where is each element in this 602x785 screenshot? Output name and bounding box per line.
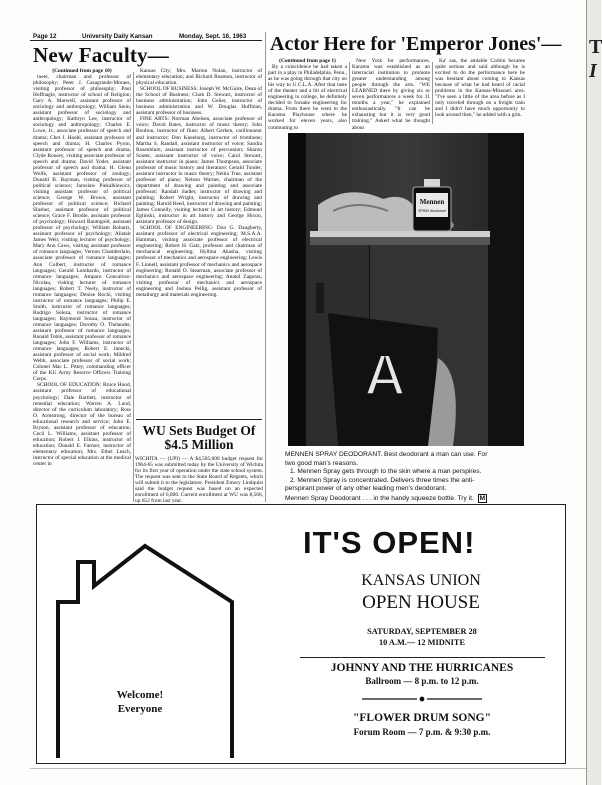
wu-budget-body: WICHITA — (UPI) — A $4,505,000 budget request for 1964-65 was submitted today by the University of Wichita for its first year of operation under the state school system. The request was sent to the State Board of Regents, which will submit it to the legislature. President Emory Lindquist said the budget request was based on an expected enrollment of 6,800. Current enrollment at WU was 8,566, up 652 from last year. xyxy=(135,456,263,505)
page-number: Page 12 xyxy=(33,33,57,40)
mennen-ad-photo xyxy=(288,133,524,446)
headline-new-faculty: New Faculty— xyxy=(33,43,169,67)
union-ad-subhead: KANSAS UNION xyxy=(361,572,481,589)
faculty-paragraph: SCHOOL OF BUSINESS: Joseph W. McGuire, Dean of the School of Business; Clark D. Stewart, instructor of business administration; John Geiler, instructor of business administration and W. Douglas Huffman, assistant professor of business. xyxy=(136,86,262,117)
faculty-column-2 xyxy=(136,68,262,416)
headline-actor: Actor Here for 'Emperor Jones'— xyxy=(270,33,562,55)
photo-illustration xyxy=(288,133,524,446)
union-ad-act: JOHNNY AND THE HURRICANES xyxy=(330,662,514,674)
actor-column-2 xyxy=(352,58,430,131)
folio-rule xyxy=(30,40,262,41)
union-ad-schedule: Forum Room — 7 p.m. & 9:30 p.m. xyxy=(353,727,491,737)
adjacent-page-letter: I xyxy=(589,60,597,82)
union-ad-act: "FLOWER DRUM SONG" xyxy=(353,712,491,724)
continued-line: (Continued from page 10) xyxy=(52,68,112,74)
paper-name: University Daily Kansan xyxy=(82,33,153,40)
mennen-line: MENNEN SPRAY DEODORANT. Best deodorant a man can use. For xyxy=(285,451,488,458)
actor-column-1 xyxy=(268,58,347,131)
column-rule xyxy=(349,62,350,124)
bottle-sublabel: SPRAY deodorant xyxy=(418,209,446,213)
continued-line: (Continued from page 1) xyxy=(279,58,336,64)
union-ad-subhead: OPEN HOUSE xyxy=(362,592,480,613)
actor-paragraph: New York for performances. Karamu was established as an interracial institution to promote greater understanding among people through the arts. "WE LEARNED there by giving six or seven performances a week for 11 months a year," he explained enthusiastically. "It can be exhausting but it is very good training." Asked what he thought about xyxy=(352,58,430,131)
adjacent-page-letter: T xyxy=(589,36,602,58)
column-rule xyxy=(133,72,134,502)
mennen-line: perspirant power of any other leading men's deodorant. xyxy=(285,485,447,493)
headline-wu-budget: WU Sets Budget Of $4.5 Million xyxy=(142,423,256,452)
mennen-line: two good man's reasons. xyxy=(285,459,359,467)
bottle-label: Mennen xyxy=(419,198,445,206)
actor-paragraph: Ka' sas, the amiable Corbin became quite serious and said although he is excited to do the performance here he was hesitant about coming to Kansas because of what he had heard of racial problems in the Kansas-Missouri area. "I've seen a little of the area before as I only traveled through on a freight train and I didn't have much opportunity to look around then," he added with a grin. xyxy=(435,58,525,119)
faculty-paragraph: SCHOOL OF ENGINEERING: Don G. Daugherty, assistant professor of electrical engineering; M.S.A.A. Hamman, visiting associate professor of electrical engineering; Robert H. Gatz, professor and chairman of mechanical engineering; Hyllma Akasha, visiting professor of mechanics and aerospace engineering; Lewis F. Linnell, assistant professor of mechanics and aerospace engineering; Ronald O. Stearman, associate professor of mechanics and aerospace engineering; Anatol Zagoras, visiting professor of mechanics and aerospace engineering and Joshua Pellig, assistant professor of metallurgy and materials engineering. xyxy=(136,225,262,298)
faculty-paragraph: FINE ARTS: Norman Abelsen, associate professor of voice; David Bates, instructor of music theory; John Boulton, instructor of flute; Albert Gerken, carillonneur and instructor; Don Kneeburg, instructor of trombone; Martha S. Randall, assistant instructor of voice; Sandra Rosenblum, assistant instructor of percussion; Sharon Sooter, assistant instructor of voice; Carol Stewart, assistant instructor in piano; James Thompson, associate professor of music history and literature; Gerald Tonder, assistant instructor in music theory; Nelita True, assistant professor of piano; Nelson Warner, chairman of the department of drawing and painting and associate professor; Randall Sadler, instructor of drawing and painting; Robert Wright, instructor of drawing and painting; Harold Reed, instructor of drawing and painting; James Connelly, visiting lecturer in art history; Edmund Eglinski, instructor in art history and George Hixon, assistant professor of design. xyxy=(136,116,262,226)
mennen-line: 1. Mennen Spray gets through to the skin where a man perspires. xyxy=(290,468,482,476)
faculty-paragraph: SCHOOL OF EDUCATION: Bruce Hood, assistant professor of educational psychology; Dale Bartlett, instructor of remedial education; Warren A. Lund, director of the curriculum laboratory; Ross O. Armstrong, director of the bureau of educational research and service; John E. Bryson, assistant professor of education; Cecil L. Williams, assistant professor of education; Robert J. Elkins, instructor of education; Donald E. Farmer, instructor of elementary education; Mrs. Ethel Leach, instructor of special education at the medical center in xyxy=(33,382,131,468)
welcome-line: Everyone xyxy=(117,703,163,715)
union-ad-schedule: Ballroom — 8 p.m. to 12 p.m. xyxy=(365,676,479,686)
faculty-paragraph: ineer, chairman and professor of philosophy; Peter J. Casagrande-Moraes, visiting professor of philosophy; Paul Hoffnagle, instructor of school of Religion; Gary A. Marwell, assistant professor of sociology and anthropology; William Stein, assistant professor of sociology and anthropology; Kathryn Lee, instructor of sociology and anthropology; Charles E. Lowe, Jr., associate professor of speech and drama; Chet J. Hoehl, assistant professor of speech and drama; H. Charles Pyron, assistant professor of speech and drama; Clyde Rousey, visiting associate professor of speech and drama; David Yoder, assistant professor of speech and drama; H. Glenn Wolfe, assistant professor of zoology; Donald B. Bayman, visiting professor of political science; Jaroslaw Piekalkiewicz, visiting assistant professor of political science; George W. Brown, assistant professor of political science; Richard Slusher, assistant professor of political science; Grace F. Brodie, assistant professor of psychology; Howard Baumgold, assistant professor of psychology; William Bobartz, assistant professor of psychology; Alistair James Weir, visiting lecturer of psychology; Mary Ann Caws, visiting assistant professor of romance languages; Vernon Chamberlain, associate professor of romance languages; Ann Colbert, instructor of romance languages; Gerald Lombardo, instructor of romance languages; Amparo Goncalvez-Nicolau, visiting lecturer of romance languages; Robert T. Neely, instructor of romance languages; Denise Rochi, visiting instructor of romance languages; Philip E. Smith, instructor of romance languages; Rodrigo Soleza, instructor of romance languages; Raymond Souza, instructor of romance languages; Dorothy O. Thelander, assistant professor of romance languages; Ronald Tobin, assistant professor of romance languages; John F. Williams, instructor of romance languages; Robert E. Janecki, assistant professor of social work; Mildred Webb, associate professor of social work; Colonel Mac L. Pittey, commanding officer of the KU Army Reserve Officers Training Corps. xyxy=(33,74,131,383)
union-ad-time: 10 A.M.— 12 MIDNITE xyxy=(379,638,465,647)
actor-column-3 xyxy=(435,58,525,124)
faculty-paragraph: Kansas City; Mrs. Marion Nolan, instructor of elementary education; and Richard Reamon, instructor of physical education. xyxy=(136,68,262,87)
pennant-letter: A xyxy=(364,343,406,408)
column-rule xyxy=(432,62,433,124)
mennen-line xyxy=(285,494,525,504)
union-ad-divider xyxy=(300,657,545,658)
house-outline-icon xyxy=(50,540,240,760)
mennen-logo-icon: M xyxy=(479,494,486,502)
welcome-line: Welcome! xyxy=(116,689,164,701)
ornament-divider-icon xyxy=(287,696,557,702)
union-ad-date: SATURDAY, SEPTEMBER 28 xyxy=(367,627,477,636)
issue-date: Monday, Sept. 16, 1963 xyxy=(179,33,247,40)
faculty-column-1 xyxy=(33,68,131,500)
mennen-ad-copy xyxy=(285,451,525,504)
actor-paragraph: By a coincidence he had taken a part in a play in Philadelphia, Penn., as he was going through that city on his way to U.C.L.A. After that taste of the theater and a bit of electrical engineering in college, he definitely decided to forsake engineering for drama. From there he went to the Karamu Playhouse where he worked for eleven years, also commuting to xyxy=(268,64,347,131)
adjacent-page-edge xyxy=(586,0,601,785)
house-welcome-text xyxy=(95,688,185,716)
union-ad-headline: IT'S OPEN! xyxy=(303,525,476,560)
brief-rule xyxy=(136,419,262,420)
mennen-line-text: Mennen Spray Deodorant . . . in the handy squeeze bottle. Try it. xyxy=(285,494,474,502)
column-rule xyxy=(265,32,266,502)
page-bottom-rule xyxy=(30,768,586,769)
mennen-line: 2. Mennen Spray is concentrated. Delivers three times the anti- xyxy=(290,476,475,484)
